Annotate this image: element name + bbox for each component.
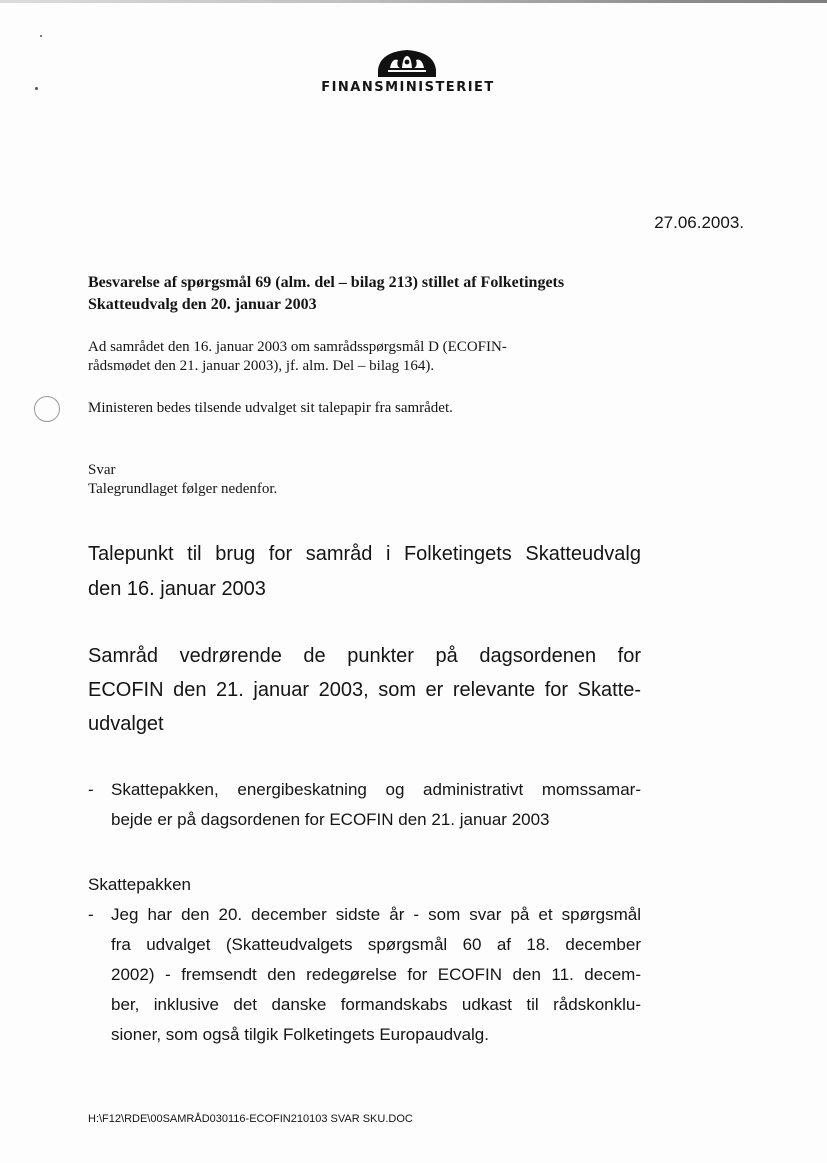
title-line: Samråd vedrørende de punkter på dagsordenen for — [88, 645, 641, 667]
request-text: Ministeren bedes tilsende udvalget sit talepapir fra samrådet. — [88, 400, 453, 416]
bullet-line: 2002) - fremsendt den redegørelse for ECOFIN den 11. decem- — [111, 965, 641, 984]
bullet-item — [88, 775, 643, 837]
scan-edge-line — [0, 0, 827, 3]
reference-paragraph — [88, 338, 648, 376]
answer-label: Svar — [88, 462, 116, 478]
bullet-dash: - — [88, 780, 94, 799]
bullet-line: bejde er på dagsordenen for ECOFIN den 21. januar 2003 — [111, 810, 550, 829]
bullet-line: fra udvalget (Skatteudvalgets spørgsmål 60 af 18. december — [111, 935, 641, 954]
crown-logo-icon — [376, 48, 438, 78]
punch-hole-mark — [34, 396, 60, 422]
bullet-item — [88, 900, 643, 1060]
file-path-footer: H:\F12\RDE\00SAMRÅD030116-ECOFIN210103 SVAR SKU.DOC — [88, 1113, 413, 1125]
answer-block — [88, 461, 648, 499]
reference-line: rådsmødet den 21. januar 2003), jf. alm. Del – bilag 164). — [88, 358, 435, 374]
section-title: Skattepakken — [88, 875, 192, 894]
title-line: udvalget — [88, 713, 164, 735]
bullet-line: ber, inklusive det danske formandskabs udkast til rådskonklu- — [111, 995, 641, 1014]
bullet-line: Jeg har den 20. december sidste år - som svar på et spørgsmål — [111, 905, 641, 924]
title-line: ECOFIN den 21. januar 2003, som er relevante for Skatte- — [88, 679, 641, 701]
bullet-text — [111, 775, 641, 835]
bullet-line: sioner, som også tilgik Folketingets Europaudvalg. — [111, 1025, 489, 1044]
ministry-name: FINANSMINISTERIET — [321, 80, 495, 95]
bullet-dash: - — [88, 905, 94, 924]
scan-speck — [35, 87, 38, 90]
consultation-title — [88, 639, 641, 741]
title-line: Talepunkt til brug for samråd i Folketingets Skatteudvalg — [88, 543, 641, 565]
reference-line: Ad samrådet den 16. januar 2003 om samrådsspørgsmål D (ECOFIN- — [88, 339, 507, 355]
scan-speck — [40, 35, 42, 37]
document-date: 27.06.2003. — [654, 213, 744, 232]
title-line: den 16. januar 2003 — [88, 578, 266, 600]
bullet-text — [111, 900, 641, 1050]
talking-point-title — [88, 537, 641, 607]
bullet-line: Skattepakken, energibeskatning og administrativt momssamar- — [111, 780, 641, 799]
document-heading: Besvarelse af spørgsmål 69 (alm. del – bilag 213) stillet af Folketingets Skatteudvalg den 20. januar 2003 — [88, 274, 565, 313]
answer-text: Talegrundlaget følger nedenfor. — [88, 481, 278, 497]
